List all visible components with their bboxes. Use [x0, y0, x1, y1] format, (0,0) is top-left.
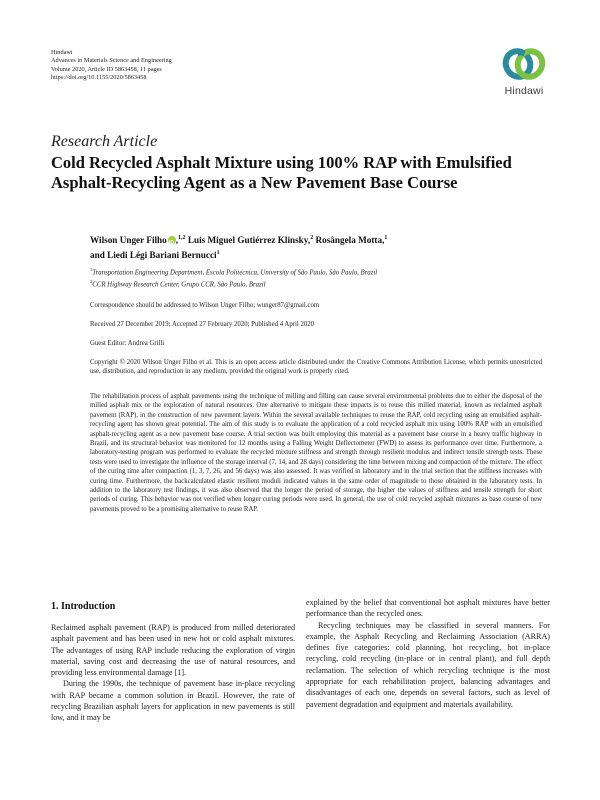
publisher-name: Hindawi — [51, 49, 73, 56]
paragraph: During the 1990s, the technique of pavement base in-place recycling with RAP became a common solution in Brazil. However, the rate of recycling Brazilian asphalt layers for application in new pavements is still low, and it may be — [51, 679, 295, 723]
journal-name: Advances in Materials Science and Engineering — [51, 57, 172, 65]
author-affil: 1,2 — [178, 235, 186, 241]
author-name[interactable]: Liedi Légi Bariani Bernucci — [107, 250, 217, 261]
author-affil: 1 — [216, 250, 220, 257]
volume-info: Volume 2020, Article ID 5863458, 11 pages — [51, 65, 162, 73]
article-dates: Received 27 December 2019; Accepted 27 February 2020; Published 4 April 2020 — [90, 321, 315, 328]
paragraph: explained by the belief that conventional hot asphalt mixtures have better performance than the recycled ones. — [306, 598, 550, 619]
correspondence: Correspondence should be addressed to Wilson Unger Filho; wunger87@gmail.com — [90, 302, 320, 309]
article-title: Cold Recycled Asphalt Mixture using 100% RAP with Emulsified Asphalt-Recycling Agent as a New Pavement Base Course — [51, 153, 512, 192]
author-name[interactable]: Wilson Unger Filho — [90, 235, 167, 246]
hindawi-rings-icon — [496, 44, 552, 84]
paragraph: Reclaimed asphalt pavement (RAP) is produced from milled deteriorated asphalt pavement and has been used in new hot or cold asphalt mixtures. The advantages of using RAP include reducing the exploration of virgin material, saving cost and decreasing the use of natural resources, and providing less environmental damage [1]. — [51, 623, 295, 678]
section-heading: 1. Introduction — [51, 601, 116, 612]
paragraph: Recycling techniques may be classified in several manners. For example, the Asphalt Recycling and Reclaiming Association (ARRA) defines five categories: cold planning, hot recycling, hot in-place recycling, cold recycling (in-place or in central plant), and full depth reclamation. The selection of which recycling technique is the most appropriate for each rehabilitation project, balancing advantages and disadvantages of each one, depends on several factors, such as level of pavement degradation and equipment and materials availability. — [306, 620, 550, 709]
affiliation-1: $^1$Transportation Engineering Department, Escola Politécnica, University of São Paulo, São Paulo, Brazil — [90, 267, 378, 277]
guest-editor: Guest Editor: Andrea Grilli — [90, 340, 165, 347]
abstract: The rehabilitation process of asphalt pavements using the technique of milling and filling can cause several environmental problems due to either the disposal of the milled asphalt mix or the exploration of natural resources. One alternative to mitigate these impacts is to reuse this milled material, known as reclaimed asphalt pavement (RAP), in the construction of new pavement layers. Within the several available techniques to reuse the RAP, cold recycling using an emulsified asphalt-recycling agent has shown great potential. The aim of this study is to evaluate the application of a cold recycled asphalt mix using 100% RAP with an emulsified asphalt-recycling agent as a new pavement base course. A trial section was built employing this material as a pavement base course in a heavy traffic highway in Brazil, and its structural behavior was monitored for 12 months using a Falling Weight Deflectometer (FWD) to assess its performance over time. Furthermore, a laboratory-testing program was performed to evaluate the recycled mixture stiffness and strength through resilient modulus and indirect tensile strength tests. These tests were used to investigate the influence of the storage interval (7, 14, and 28 days) considering the time between mixing and compaction of the mixture. The effect of the curing time after compaction (1, 3, 7, 26, and 56 days) was also assessed. It was verified in laboratory and in the trial section that the stiffness increases with curing time. Furthermore, the backcalculated elastic resilient moduli indicated values in the same order of magnitude to those obtained in the laboratory tests. In addition to the laboratory test findings, it was also observed that the longer the period of storage, the higher the values of stiffness and tensile strength for short periods of curing. This behavior was not verified when longer curing periods were used. In general, the use of cold recycled asphalt mixtures as base course of new pavements proved to be a promising alternative to reuse RAP. — [90, 393, 542, 513]
doi-link[interactable]: https://doi.org/10.1155/2020/5863458 — [51, 73, 147, 81]
orcid-icon[interactable] — [168, 236, 176, 244]
body-column-right — [306, 597, 550, 710]
author-name[interactable]: Luis Miguel Gutiérrez Klinsky — [187, 235, 308, 246]
author-list: Wilson Unger Filho iD ,$^{1,2}$ Luis Miguel Gutiérrez Klinsky,$^2$ Rosângela Motta,$^1$ and Liedi Légi Bariani Bernucci$^1$ — [90, 232, 520, 262]
copyright-notice: Copyright © 2020 Wilson Unger Filho et al. This is an open access article distributed under the Creative Commons Attribution License, which permits unrestricted use, distribution, and reproduction in any medium, provided the original work is properly cited. — [90, 359, 542, 376]
logo-text: Hindawi — [504, 85, 544, 97]
author-name[interactable]: Rosângela Motta — [315, 235, 383, 246]
author-and: and — [90, 250, 105, 261]
author-affil: 2 — [310, 235, 314, 241]
body-column-left — [51, 622, 295, 724]
affiliation-2: $^2$CCR Highway Research Center, Grupo CCR, São Paulo, Brazil — [90, 279, 266, 289]
article-type: Research Article — [51, 133, 158, 150]
author-affil: 1 — [384, 235, 388, 241]
affiliations — [90, 265, 540, 290]
hindawi-logo — [496, 44, 552, 106]
journal-meta — [51, 49, 172, 82]
